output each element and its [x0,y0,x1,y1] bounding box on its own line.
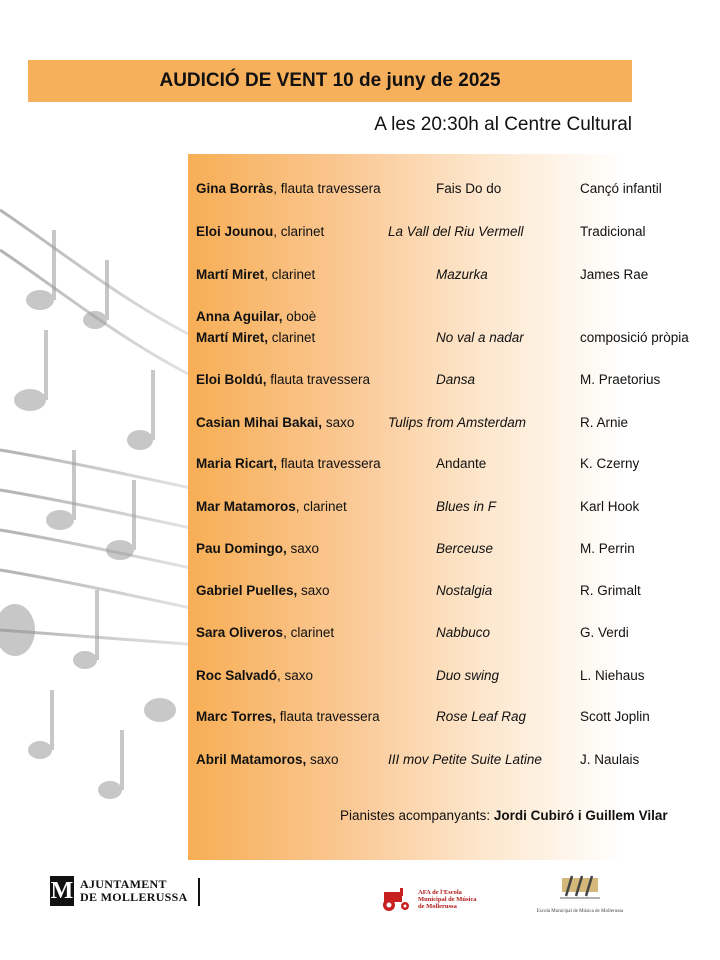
performer-name: Roc Salvadó [196,668,278,683]
performer-name: Maria Ricart, [196,456,278,471]
piece-title: Berceuse [436,541,494,556]
performer [196,583,330,598]
performer-name: Gabriel Puelles, [196,583,298,598]
performer-instrument: , saxo [277,668,314,683]
performer-instrument: saxo [322,415,355,430]
logo-divider [198,878,200,906]
pianists-label: Pianistes acompanyants: [340,808,494,823]
performer-instrument: , flauta travessera [273,181,381,196]
composer: M. Praetorius [580,372,661,387]
piece-title: III mov Petite Suite Latine [388,752,542,767]
performer-instrument: saxo [286,541,320,556]
performer-name: Abril Matamoros, [196,752,307,767]
performer-name: Casian Mihai Bakai, [196,415,323,430]
ajuntament-line2: DE MOLLERUSSA [80,890,188,904]
tractor-icon [380,886,414,912]
performer [196,499,347,514]
piece-title: Mazurka [436,267,488,282]
performer-instrument: flauta travessera [277,456,381,471]
performer-instrument: , clarinet [283,625,335,640]
ajuntament-m-icon: M [50,878,74,904]
performer [196,330,315,345]
composer: James Rae [580,267,649,282]
performer-instrument: flauta travessera [276,709,380,724]
composer: M. Perrin [580,541,635,556]
performer [196,181,381,196]
composer: K. Czerny [580,456,640,471]
composer: Tradicional [580,224,646,239]
pianists-names: Jordi Cubiró i Guillem Vilar [493,808,668,823]
performer [196,625,334,640]
performer-name: Eloi Boldú, [196,372,267,387]
escola-caption: Escola Municipal de Música de Mollerussa [536,909,624,914]
performer-name: Marc Torres, [196,709,277,724]
piece-title: Blues in F [436,499,497,514]
performer [196,709,380,724]
composer: R. Grimalt [580,583,641,598]
performer-name: Pau Domingo, [196,541,287,556]
composer: composició pròpia [580,330,689,345]
performer-instrument: saxo [306,752,339,767]
performer-name: Mar Matamoros [196,499,296,514]
performer-instrument: flauta travessera [266,372,371,387]
concert-subtitle: A les 20:30h al Centre Cultural [374,114,632,135]
performer-name: Sara Oliveros [196,625,284,640]
performer-name: Eloi Jounou [196,224,274,239]
piece-title: Fais Do do [436,181,502,196]
piece-title: Rose Leaf Rag [436,709,527,724]
performer [196,456,381,471]
afa-text [418,889,477,910]
performer-instrument: , clarinet [264,267,316,282]
piece-title: Nabbuco [436,625,491,640]
performer-instrument: oboè [282,309,317,324]
afa-line1: AFA de l'Escola [418,888,462,896]
performer-instrument: saxo [297,583,330,598]
concert-title: AUDICIÓ DE VENT 10 de juny de 2025 [159,70,501,91]
piece-title: Dansa [436,372,476,387]
composer: L. Niehaus [580,668,645,683]
composer: Cançó infantil [580,181,662,196]
piece-title: La Vall del Riu Vermell [388,224,524,239]
piece-title: Nostalgia [436,583,493,598]
performer [196,415,354,430]
performer [196,224,324,239]
composer: R. Arnie [580,415,629,430]
composer: J. Naulais [580,752,640,767]
performer-name: Martí Miret [196,267,265,282]
performer-instrument: , clarinet [295,499,347,514]
piece-title: Andante [436,456,487,471]
performer-name: Anna Aguilar, [196,309,283,324]
performer-instrument: clarinet [268,330,316,345]
piece-title: Tulips from Amsterdam [388,415,527,430]
ajuntament-text [80,878,188,904]
composer: Karl Hook [580,499,640,514]
afa-line3: de Mollerussa [418,902,457,910]
performer [196,668,313,683]
performer-name: Gina Borràs [196,181,274,196]
ajuntament-logo [50,876,188,906]
composer: Scott Joplin [580,709,650,724]
performer [196,541,319,556]
piece-title: Duo swing [436,668,500,683]
performer-instrument: , clarinet [273,224,325,239]
performer [196,752,339,767]
performer [196,309,316,324]
piece-title: No val a nadar [436,330,524,345]
composer: G. Verdi [580,625,629,640]
ajuntament-line1: AJUNTAMENT [80,877,167,891]
afa-line2: Municipal de Música [418,895,477,903]
afa-logo [380,886,477,912]
escola-musica-logo [520,872,640,914]
performer-name: Martí Miret, [196,330,269,345]
pianists-line [340,808,668,823]
performer [196,267,315,282]
escola-emblem-icon [558,872,602,902]
performer [196,372,370,387]
